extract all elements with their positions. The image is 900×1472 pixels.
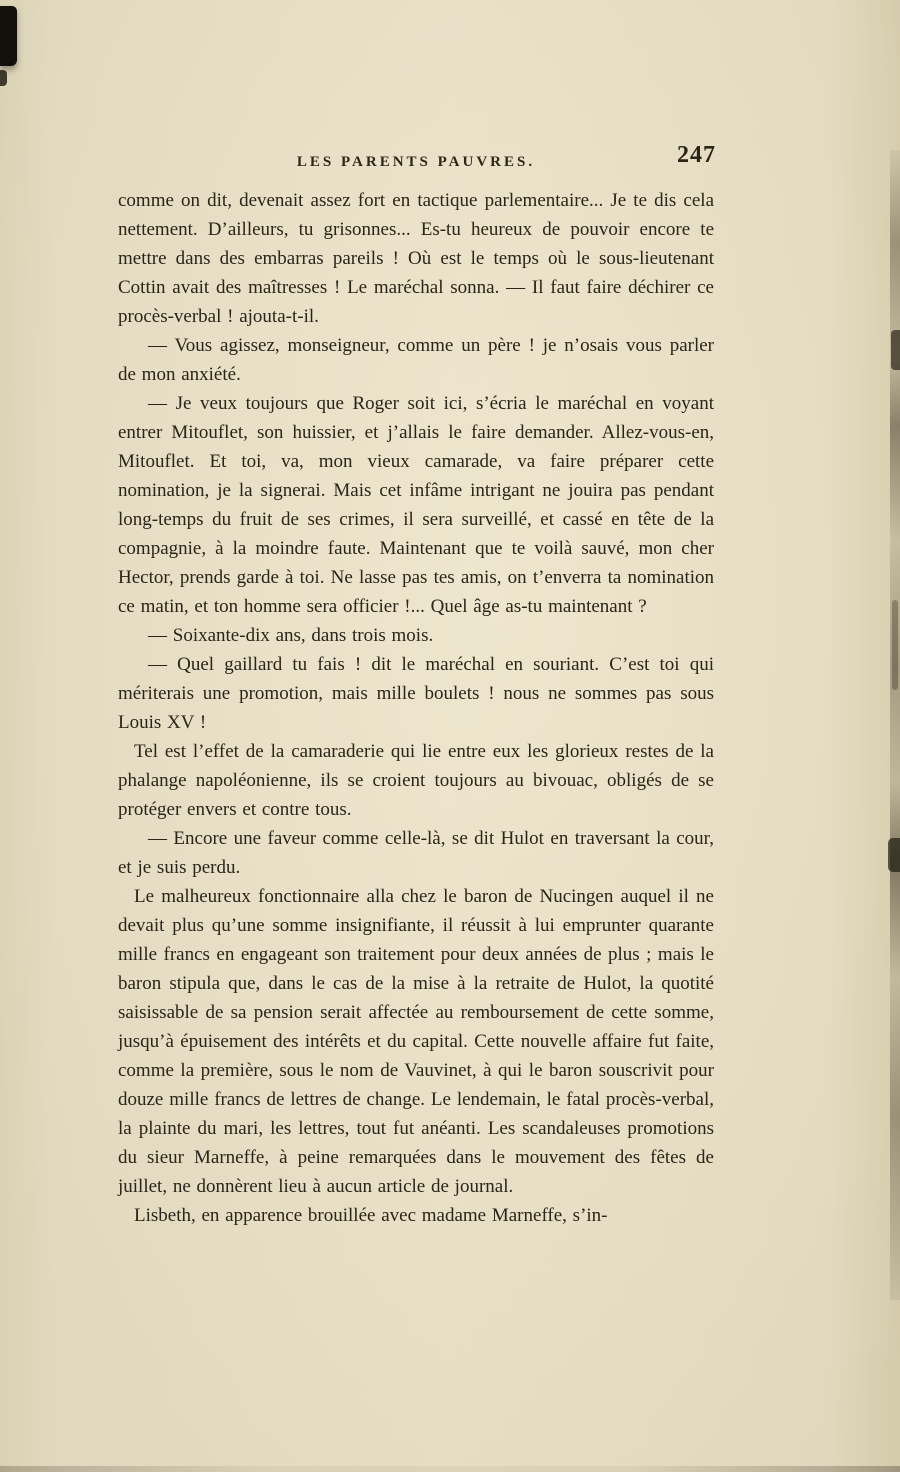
- scan-artifact-right-blob: [892, 600, 898, 690]
- text-block: [118, 142, 714, 1230]
- page-header: [118, 142, 714, 180]
- scan-artifact-right-blob: [888, 838, 900, 872]
- scan-artifact-right-strip: [890, 150, 900, 1300]
- scan-artifact-bottom-edge: [0, 1466, 900, 1472]
- page-number: 247: [677, 142, 716, 168]
- paragraph-dialogue: — Soixante-dix ans, dans trois mois.: [148, 625, 434, 646]
- paragraph-dialogue: — Vous agissez, monseigneur, comme un père ! je n’osais vous parler de mon anxiété.: [118, 335, 714, 385]
- paragraph-continuation: comme on dit, devenait assez fort en tactique parlementaire... Je te dis cela nettement. D’ailleurs, tu grisonnes... Es-tu heureux de pouvoir encore te mettre dans des embarras pareils ! Où est le temps où le sous-lieutenant Cottin avait des maîtresses ! Le maréchal sonna. — Il faut faire déchirer ce procès-verbal ! ajouta-t-il.: [118, 190, 714, 327]
- running-title: LES PARENTS PAUVRES.: [296, 154, 536, 170]
- paragraph-narration: Lisbeth, en apparence brouillée avec madame Marneffe, s’in-: [134, 1205, 608, 1226]
- paragraph-dialogue: — Encore une faveur comme celle-là, se dit Hulot en traversant la cour, et je suis perdu.: [118, 828, 714, 878]
- scan-artifact-left-edge: [0, 70, 7, 86]
- paragraph-dialogue: — Quel gaillard tu fais ! dit le maréchal en souriant. C’est toi qui mériterais une promotion, mais mille boulets ! nous ne sommes pas sous Louis XV !: [118, 654, 714, 733]
- paragraph-narration: Tel est l’effet de la camaraderie qui lie entre eux les glorieux restes de la phalange napoléonienne, ils se croient toujours au bivouac, obligés de se protéger envers et contre tous.: [118, 741, 714, 820]
- paragraph-narration: Le malheureux fonctionnaire alla chez le baron de Nucingen auquel il ne devait plus qu’une somme insignifiante, il réussit à lui emprunter quarante mille francs en engageant son traitement pour deux années de plus ; mais le baron stipula que, dans le cas de la mise à la retraite de Hulot, la quotité saisissable de sa pension serait affectée au remboursement de cette somme, jusqu’à épuisement des intérêts et du capital. Cette nouvelle affaire fut faite, comme la première, sous le nom de Vauvinet, à qui le baron souscrivit pour douze mille francs de lettres de change. Le lendemain, le fatal procès-verbal, la plainte du mari, les lettres, tout fut anéanti. Les scandaleuses promotions du sieur Marneffe, à peine remarquées dans le mouvement des fêtes de juillet, ne donnèrent lieu à aucun article de journal.: [118, 886, 714, 1197]
- scan-artifact-right-blob: [891, 330, 900, 370]
- page-body: [118, 186, 714, 1230]
- paragraph-dialogue: — Je veux toujours que Roger soit ici, s’écria le maréchal en voyant entrer Mitouflet, son huissier, et j’allais le faire demander. Allez-vous-en, Mitouflet. Et toi, va, mon vieux camarade, va faire préparer cette nomination, je la signerai. Mais cet infâme intrigant ne jouira pas pendant long-temps du fruit de ses crimes, il sera surveillé, et cassé en tête de la compagnie, à la moindre faute. Maintenant que te voilà sauvé, mon cher Hector, prends garde à toi. Ne lasse pas tes amis, on t’enverra ta nomination ce matin, et ton homme sera officier !... Quel âge as-tu maintenant ?: [118, 393, 714, 617]
- scan-artifact-top-left: [0, 6, 17, 66]
